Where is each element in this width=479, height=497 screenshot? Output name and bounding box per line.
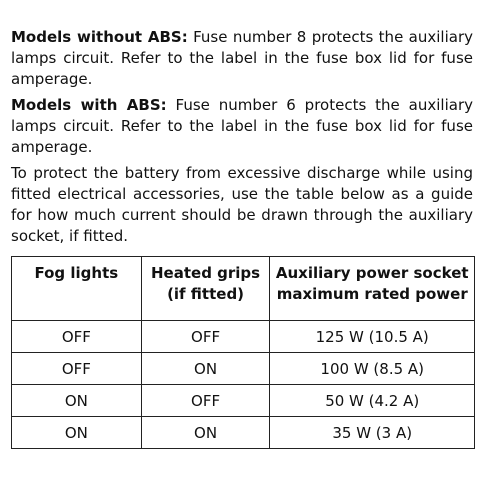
cell-heated-grips: ON [141,417,270,449]
cell-fog-lights: OFF [12,353,142,385]
table-header-row [12,257,475,321]
cell-fog-lights: ON [12,417,142,449]
cell-heated-grips: ON [141,353,270,385]
paragraph-lead: Models with ABS: [11,96,167,114]
table-row [12,321,475,353]
paragraph-body: Fuse number 6 protects the auxiliary lamps circuit. Refer to the label in the fuse box lid for fuse amperage. [11,96,473,156]
paragraph-models-without-abs [11,27,473,90]
paragraph-lead: Models without ABS: [11,28,188,46]
header-heated-grips: Heated grips (if fitted) [141,257,270,321]
cell-max-power: 35 W (3 A) [270,417,475,449]
header-aux-socket-power: Auxiliary power socket maximum rated power [270,257,475,321]
cell-fog-lights: OFF [12,321,142,353]
cell-max-power: 50 W (4.2 A) [270,385,475,417]
paragraph-body: To protect the battery from excessive discharge while using fitted electrical accessories, use the table below as a guide for how much current should be drawn through the auxiliary socket, if fitted. [11,164,473,245]
cell-max-power: 100 W (8.5 A) [270,353,475,385]
paragraph-battery-guidance [11,163,473,247]
table-row [12,353,475,385]
accessory-power-table [11,256,475,449]
cell-max-power: 125 W (10.5 A) [270,321,475,353]
cell-heated-grips: OFF [141,385,270,417]
table-row [12,417,475,449]
table-row [12,385,475,417]
header-fog-lights: Fog lights [12,257,142,321]
paragraph-models-with-abs [11,95,473,158]
cell-fog-lights: ON [12,385,142,417]
cell-heated-grips: OFF [141,321,270,353]
paragraph-body: Fuse number 8 protects the auxiliary lamps circuit. Refer to the label in the fuse box lid for fuse amperage. [11,28,473,88]
